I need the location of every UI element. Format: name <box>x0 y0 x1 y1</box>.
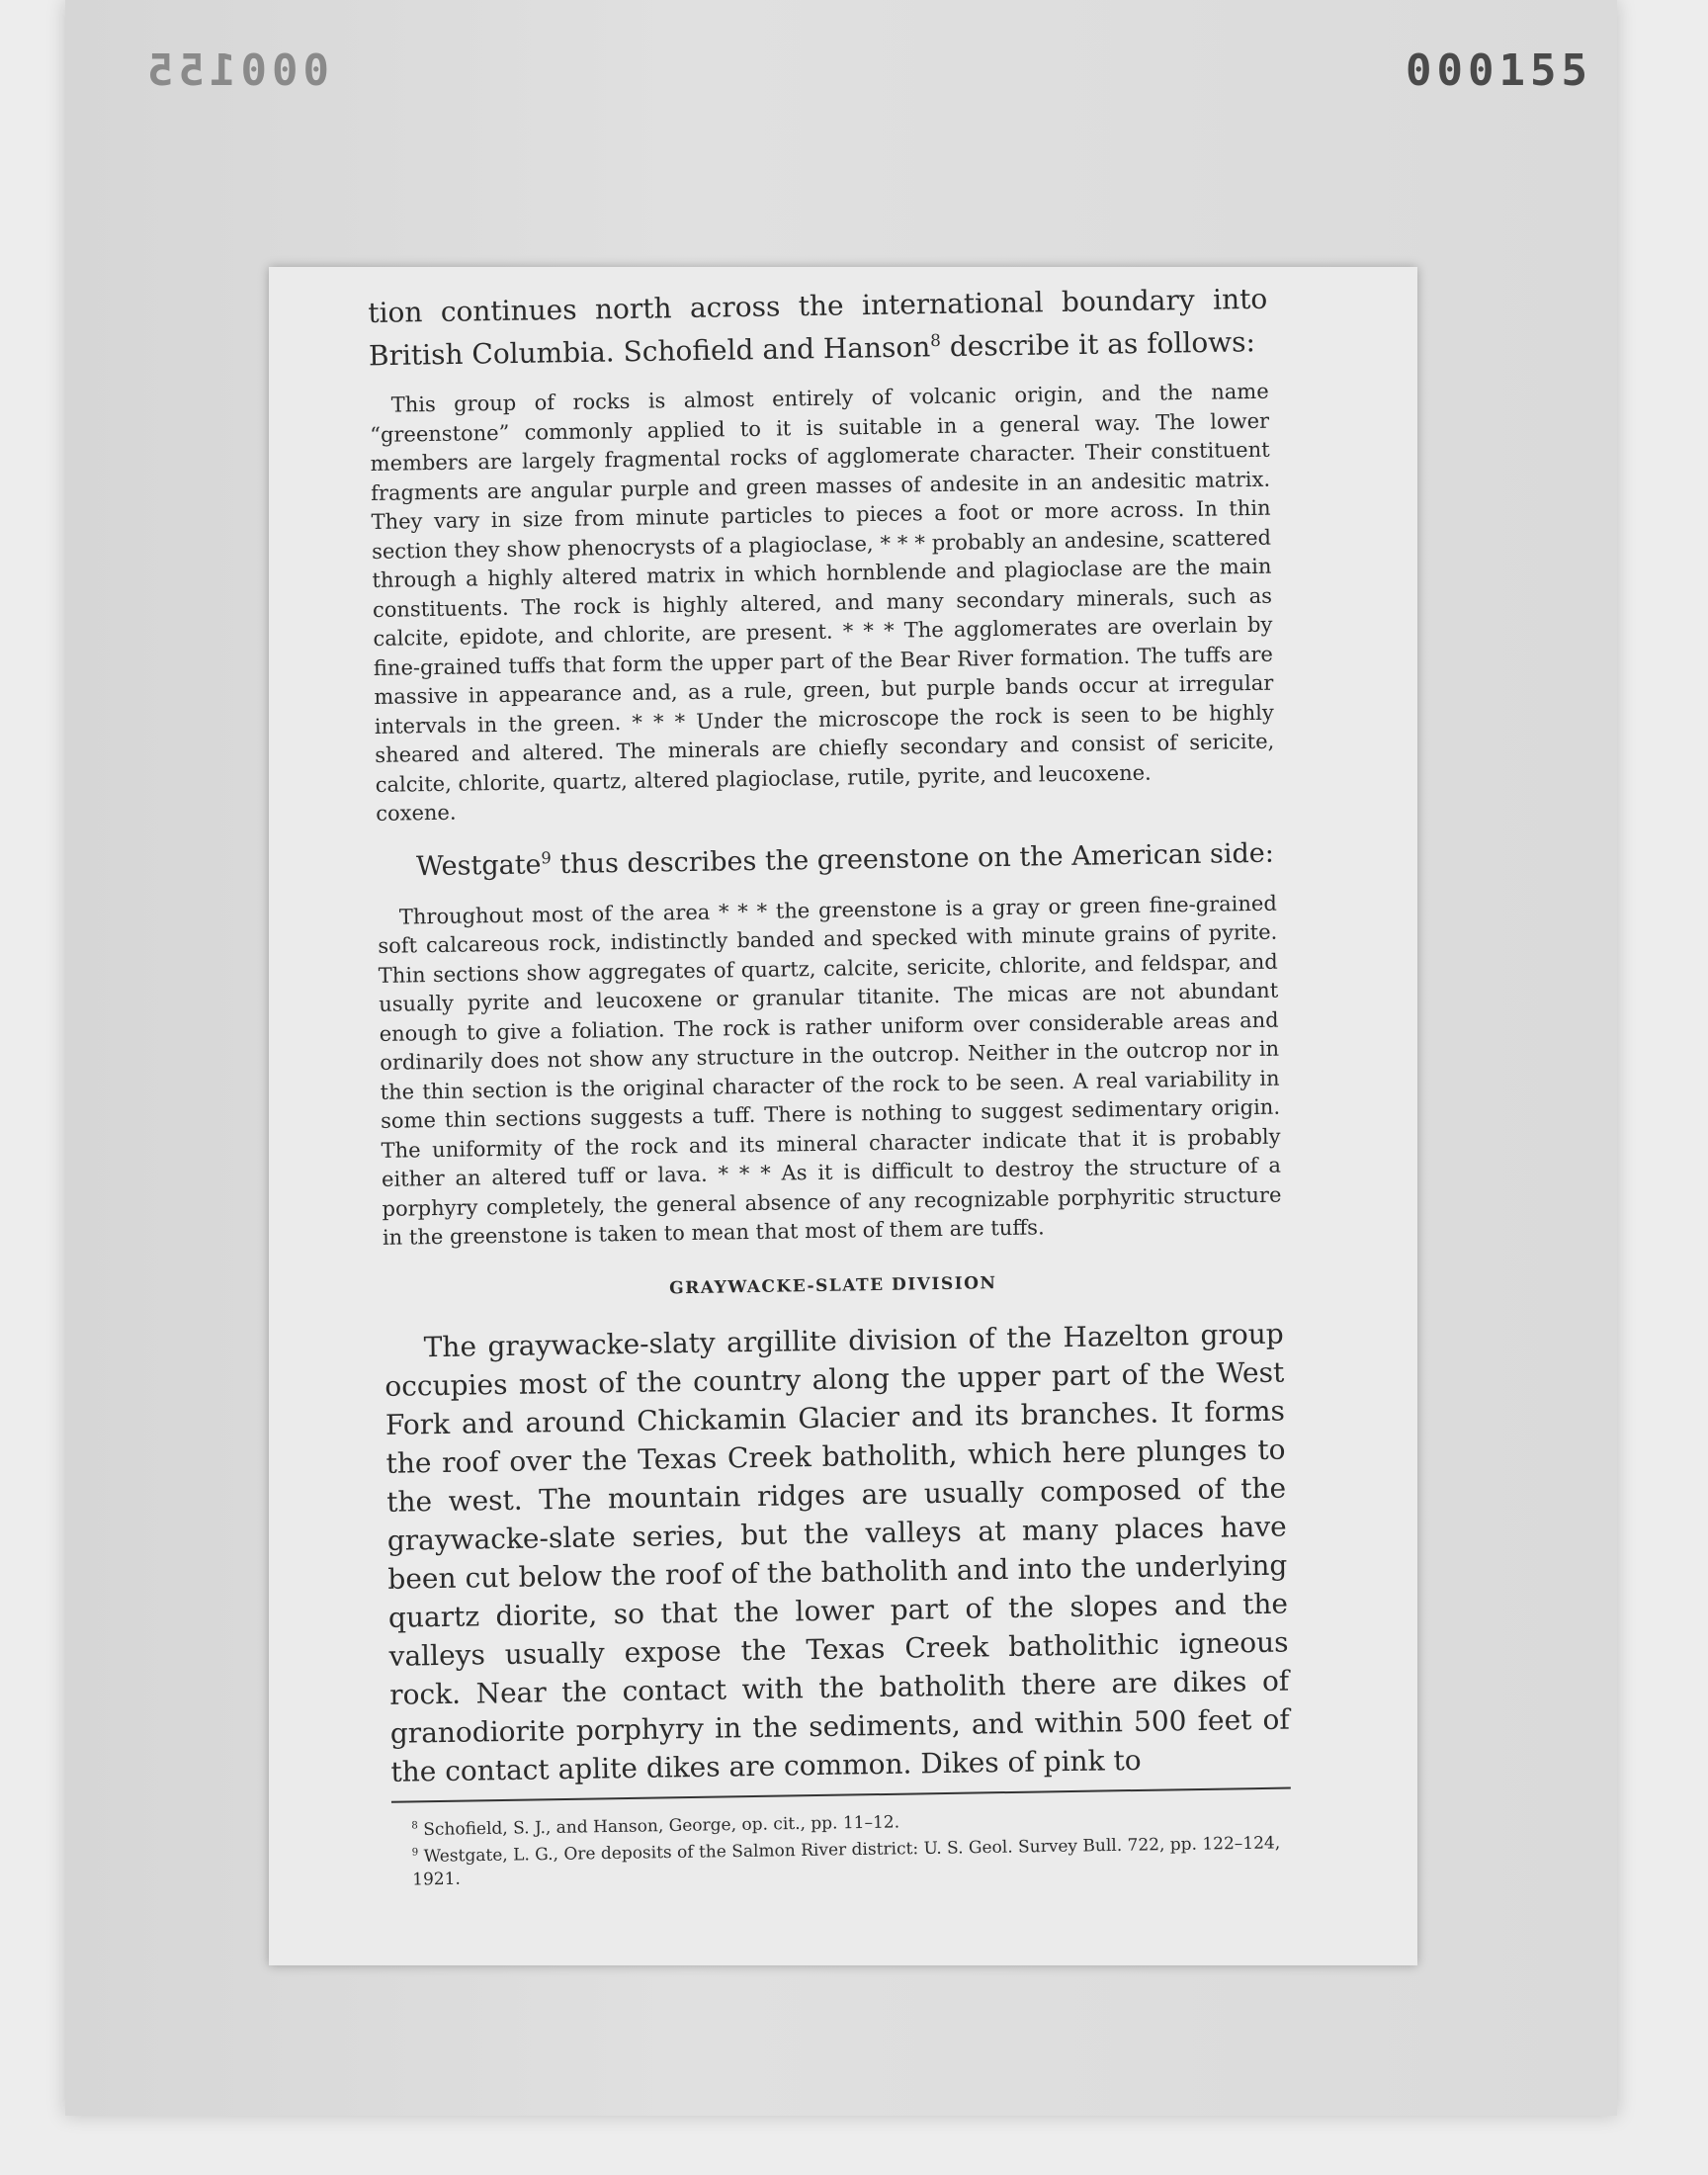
quote-schofield-hanson <box>370 378 1276 829</box>
quote-westgate: Throughout most of the area * * * the greenstone is a gray or green fine-grained soft calcareous rock, indistinctly banded and specked with minute grains of pyrite. Thin sections show aggregates of quartz, calcite, sericite, chlorite, and feldspar, and usually pyrite and leucoxene or granular titanite. The micas are not abundant enough to give a foliation. The rock is rather uniform over considerable areas and ordinarily does not show any structure in the outcrop. Neither in the outcrop nor in the thin section is the original character of the rock to be seen. A real variability in some thin sections suggests a tuff. There is nothing to suggest sedimentary origin. The uniformity of the rock and its mineral character indicate that it is probably either an altered tuff or lava. * * * As it is difficult to destroy the structure of a porphyry completely, the general absence of any recognizable porphyritic structure in the greenstone is taken to mean that most of them are tuffs. <box>378 891 1282 1251</box>
footnote-mark-9: 9 <box>411 1847 419 1859</box>
westgate-name: Westgate <box>415 849 542 883</box>
page-number-stamp: 000155 <box>1406 45 1592 96</box>
section-heading: GRAYWACKE-SLATE DIVISION <box>668 1272 997 1299</box>
intro-paragraph <box>368 281 1268 375</box>
footnote-divider <box>391 1786 1291 1802</box>
footnote-8-text: Schofield, S. J., and Hanson, George, op. cit., pp. 11–12. <box>417 1812 900 1840</box>
footnote-9-text: Westgate, L. G., Ore deposits of the Salmon River district: U. S. Geol. Survey Bull. 722, pp. 122–124, 1921. <box>412 1833 1281 1890</box>
footnote-ref-9: 9 <box>541 847 552 868</box>
quote-schofield-tail: coxene. <box>376 800 457 826</box>
footnote-mark-8: 8 <box>411 1820 418 1832</box>
intro-text-end: describe it as follows: <box>940 325 1256 364</box>
document-page <box>269 267 1417 1965</box>
intro-text: tion continues north across the international boundary into British Columbia. Schofield and Hanson <box>368 282 1268 373</box>
quote-schofield-text: This group of rocks is almost entirely of volcanic origin, and the name “greenstone” commonly applied to it is suitable in a general way. The lower members are largely fragmental rocks of agglomerate character. Their constituent fragments are angular purple and green masses of andesite in an andesitic matrix. They vary in size from minute particles to pieces a foot or more across. In thin section they show phenocrysts of a plagioclase, * * * probably an andesine, scattered through a highly altered matrix in which hornblende and plagioclase are the main constituents. The rock is highly altered, and many secondary minerals, such as calcite, epidote, and chlorite, are present. * * * The agglomerates are overlain by fine-grained tuffs that form the upper part of the Bear River formation. The tuffs are massive in appearance and, as a rule, green, but purple bands occur at irregular intervals in the green. * * * Under the microscope the rock is seen to be highly sheared and altered. The minerals are chiefly secondary and consist of sericite, calcite, chlorite, quartz, altered plagioclase, rutile, pyrite, and leucoxene. <box>370 380 1275 797</box>
page-content <box>368 281 1292 1892</box>
westgate-intro-end: thus describes the greenstone on the American side: <box>551 837 1275 880</box>
westgate-intro <box>377 828 1277 885</box>
graywacke-paragraph: The graywacke-slaty argillite division of the Hazelton group occupies most of the country along the upper part of the West Fork and around Chickamin Glacier and its branches. It forms the roof over the Texas Creek batholith, which here plunges to the west. The mountain ridges are usually composed of the graywacke-slate series, but the valleys at many places have been cut below the roof of the batholith and into the underlying quartz diorite, so that the lower part of the slopes and the valleys usually expose the Texas Creek batholithic igneous rock. Near the contact with the batholith there are dikes of granodiorite porphyry in the sediments, and within 500 feet of the contact aplite dikes are common. Dikes of pink to <box>384 1317 1291 1788</box>
mirrored-page-stamp: 000155 <box>142 45 329 96</box>
footnote-ref-8: 8 <box>929 329 941 351</box>
